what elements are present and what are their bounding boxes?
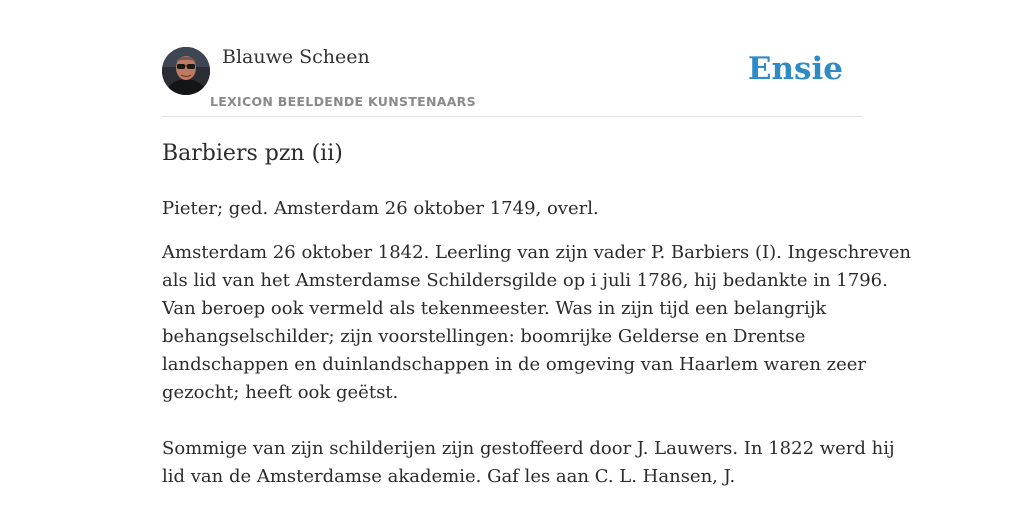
author-avatar[interactable] [162,47,210,95]
article-body [162,239,912,491]
body-line: Sommige van zijn schilderijen zijn gestoffeerd door J. Lauwers. In 1822 werd hij [162,438,895,459]
body-line: behangselschilder; zijn voorstellingen: boomrijke Gelderse en Drentse [162,326,806,347]
paragraph-gap [162,407,862,435]
body-line: gezocht; heeft ook geëtst. [162,382,399,403]
body-line: als lid van het Amsterdamse Schildersgilde op i juli 1786, hij bedankte in 1796. [162,270,888,291]
lexicon-subtitle[interactable]: LEXICON BEELDENDE KUNSTENAARS [210,94,476,109]
body-line: Amsterdam 26 oktober 1842. Leerling van zijn vader P. Barbiers (I). Ingeschreven [162,242,912,263]
article-title: Barbiers pzn (ii) [162,141,343,166]
body-line: landschappen en duinlandschappen in de omgeving van Haarlem waren zeer [162,354,867,375]
article-intro: Pieter; ged. Amsterdam 26 oktober 1749, overl. [162,198,599,219]
author-name[interactable]: Blauwe Scheen [222,46,370,68]
avatar-photo-icon [162,47,210,95]
body-line: lid van de Amsterdamse akademie. Gaf les aan C. L. Hansen, J. [162,466,736,487]
ensie-logo-link[interactable]: Ensie [747,51,843,87]
body-line: Van beroep ook vermeld als tekenmeester. Was in zijn tijd een belangrijk [162,298,827,319]
header [162,0,862,117]
